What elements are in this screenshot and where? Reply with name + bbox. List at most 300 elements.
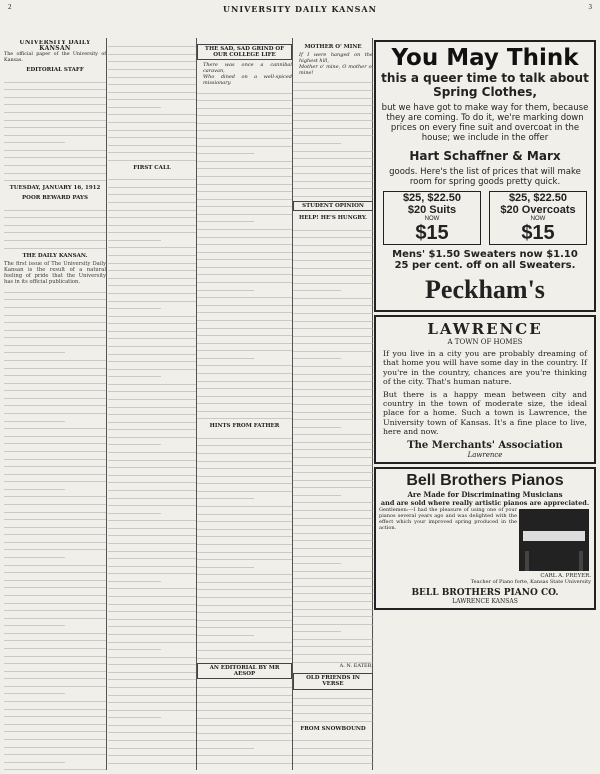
ad-brand: Hart Schaffner & Marx [409, 149, 561, 163]
text-line [197, 86, 292, 93]
text-line [197, 230, 292, 237]
text-line [293, 99, 373, 106]
text-line [108, 400, 196, 407]
text-line [197, 742, 254, 749]
text-line [4, 98, 106, 105]
text-line [293, 91, 373, 98]
text-line [293, 254, 373, 261]
heading-sad-grind: THE SAD, SAD GRIND OF OUR COLLEGE LIFE [197, 44, 292, 60]
text-line [197, 412, 292, 419]
text-line [293, 756, 373, 763]
text-line [293, 436, 373, 443]
text-line [197, 329, 292, 336]
text-line [108, 416, 196, 423]
text-line [197, 185, 292, 192]
text-line [197, 162, 292, 169]
text-line [108, 78, 196, 85]
text-line [108, 613, 196, 620]
sweaters-offer-2: 25 per cent. off on all Sweaters. [394, 260, 576, 271]
text-line [293, 107, 373, 114]
text-line [4, 219, 106, 226]
text-line [4, 589, 106, 596]
text-line [293, 405, 373, 412]
text-line [4, 460, 106, 467]
text-line [197, 261, 292, 268]
text-line [4, 211, 106, 218]
text-line [293, 572, 373, 579]
text-line [293, 734, 373, 741]
text-line [108, 203, 196, 210]
text-line [108, 287, 196, 294]
text-line [108, 93, 196, 100]
text-line [197, 734, 292, 741]
lawrence-title: LAWRENCE [427, 320, 543, 338]
text-line [108, 256, 196, 263]
bell-city: LAWRENCE KANSAS [452, 597, 518, 605]
text-line [293, 564, 373, 571]
text-line [108, 681, 196, 688]
text-line [108, 688, 196, 695]
text-line [108, 544, 196, 551]
text-line [4, 241, 106, 248]
lawrence-paragraph-1: If you live in a city you are probably dreaming of that home you will have some day in the country. If you're in the country, chances are you're thinking of the city. That's human nature. [383, 349, 587, 387]
text-line [197, 215, 254, 222]
text-line [293, 749, 373, 756]
text-line [4, 763, 106, 770]
column-2 [108, 40, 196, 770]
suits-old-prices: $25, $22.50 [402, 192, 462, 204]
text-line [197, 200, 292, 207]
text-line [293, 292, 373, 299]
text-line [4, 475, 106, 482]
text-line [4, 407, 106, 414]
text-line [4, 642, 106, 649]
bell-company: BELL BROTHERS PIANO CO. [411, 587, 559, 598]
text-line [197, 432, 292, 439]
suits-label: $20 Suits [407, 204, 457, 216]
masthead-title: UNIVERSITY DAILY KANSAN [223, 4, 377, 14]
heading-hints-from-father: HINTS FROM FATHER [209, 423, 280, 430]
body-text-lines [293, 76, 373, 197]
text-line [197, 515, 292, 522]
text-line [197, 246, 292, 253]
text-line [4, 611, 106, 618]
text-line [108, 249, 196, 256]
text-line [293, 618, 373, 625]
text-line [293, 246, 373, 253]
text-line [197, 606, 292, 613]
text-line [4, 226, 106, 233]
text-line [293, 428, 373, 435]
text-line [293, 223, 373, 230]
text-line [4, 695, 106, 702]
text-line [4, 204, 106, 211]
text-line [108, 597, 196, 604]
verse-line: There was once a cannibal caravan, [203, 62, 292, 75]
verse-refrain: Mother o' mine, O mother o' mine! [299, 64, 373, 77]
text-line [293, 511, 373, 518]
text-line [4, 369, 106, 376]
text-line [108, 491, 196, 498]
ad-tail: goods. Here's the list of prices that will make room for spring goods pretty quick. [389, 167, 581, 187]
text-line [293, 269, 373, 276]
text-line [197, 177, 292, 184]
text-line [4, 339, 106, 346]
text-line [108, 567, 196, 574]
text-line [4, 513, 106, 520]
text-line [108, 484, 196, 491]
text-line [197, 523, 292, 530]
text-line [293, 413, 373, 420]
text-line [4, 536, 106, 543]
text-line [293, 307, 373, 314]
text-line [4, 596, 106, 603]
text-line [197, 367, 292, 374]
text-line [293, 466, 373, 473]
bell-signature-title: Teacher of Piano forte, Kansas State University [470, 578, 591, 585]
page-number-left: 2 [8, 3, 12, 11]
text-line [4, 657, 106, 664]
heading-student-opinion: STUDENT OPINION [293, 201, 373, 211]
lead-paragraph: The first issue of The University Daily Kansan is the result of a natural feeling of pride that the University has in its official publication. [4, 260, 106, 286]
text-line [4, 293, 106, 300]
text-line [4, 619, 65, 626]
text-line [108, 219, 196, 226]
issue-date: TUESDAY, JANUARY 16, 1912 [9, 185, 101, 192]
text-line [293, 383, 373, 390]
text-line [4, 331, 106, 338]
text-line [197, 553, 292, 560]
text-line [293, 458, 373, 465]
text-line [293, 345, 373, 352]
text-line [4, 665, 106, 672]
text-line [293, 367, 373, 374]
text-line [108, 560, 196, 567]
body-text-lines [197, 86, 292, 419]
text-line [197, 621, 292, 628]
text-line [4, 234, 106, 241]
text-line [108, 514, 196, 521]
text-line [293, 284, 341, 291]
text-line [293, 182, 373, 189]
text-line [108, 673, 196, 680]
text-line [197, 568, 292, 575]
body-text-lines [4, 204, 106, 249]
text-line [4, 392, 106, 399]
text-line [4, 702, 106, 709]
text-line [293, 299, 373, 306]
text-line [108, 48, 196, 55]
text-line [293, 580, 373, 587]
text-line [4, 430, 106, 437]
text-line [293, 190, 373, 197]
text-line [293, 122, 373, 129]
text-line [108, 309, 196, 316]
text-line [108, 507, 161, 514]
text-line [108, 620, 196, 627]
overcoats-price-box [489, 191, 587, 245]
text-line [293, 137, 341, 144]
text-line [108, 734, 196, 741]
paper-title: UNIVERSITY DAILY KANSAN [19, 40, 91, 53]
text-line [4, 286, 106, 293]
text-line [197, 560, 254, 567]
text-line [197, 397, 292, 404]
text-line [4, 566, 106, 573]
text-line [108, 139, 196, 146]
text-line [4, 113, 106, 120]
text-line [4, 354, 106, 361]
text-line [293, 714, 373, 721]
text-line [108, 355, 196, 362]
text-line [293, 640, 373, 647]
text-line [4, 558, 106, 565]
text-line [197, 94, 292, 101]
text-line [197, 500, 292, 507]
text-line [197, 689, 292, 696]
text-line [108, 446, 196, 453]
text-line [197, 132, 292, 139]
text-line [108, 116, 196, 123]
text-line [293, 741, 373, 748]
verse-line: If I were hanged on the highest hill, [299, 52, 373, 65]
text-line [4, 521, 106, 528]
text-line [293, 451, 373, 458]
text-line [4, 733, 106, 740]
text-line [4, 346, 65, 353]
text-line [293, 648, 373, 655]
text-line [293, 587, 373, 594]
column-rule [106, 38, 107, 770]
text-line [197, 170, 292, 177]
text-line [108, 173, 196, 180]
text-line [293, 421, 341, 428]
text-line [197, 109, 292, 116]
bell-subtitle: Are Made for Discriminating Musicians [407, 489, 563, 499]
text-line [293, 360, 373, 367]
page-number-right: 3 [588, 3, 592, 11]
store-name: Peckham's [425, 275, 545, 304]
text-line [108, 711, 161, 718]
text-line [108, 234, 161, 241]
text-line [108, 188, 196, 195]
text-line [4, 166, 106, 173]
text-line [108, 461, 196, 468]
ad-bell-brothers [374, 467, 596, 610]
text-line [4, 151, 106, 158]
now-label: NOW [530, 216, 546, 222]
piano-image [519, 509, 589, 571]
text-line [4, 483, 65, 490]
text-line [293, 277, 373, 284]
text-line [4, 83, 106, 90]
text-line [293, 542, 373, 549]
text-line [197, 696, 292, 703]
text-line [293, 175, 373, 182]
text-line [293, 504, 373, 511]
text-line [108, 317, 196, 324]
lawrence-paragraph-2: But there is a happy mean between city and country in the town of moderate size, the ideal place for a home. Such a town is Lawrence, the University town of Kansas. It's a fine place to live, here and now. [383, 389, 587, 437]
text-line [293, 699, 373, 706]
text-line [4, 452, 106, 459]
text-line [4, 718, 106, 725]
price-boxes [379, 191, 591, 245]
text-line [197, 538, 292, 545]
text-line [108, 453, 196, 460]
text-line [108, 469, 196, 476]
bell-letter: Gentlemen:—I had the pleasure of using one of your pianos several years ago and was delighted with the effect which your improved spring produced in the action. [379, 506, 517, 531]
text-line [108, 628, 196, 635]
text-line [293, 261, 373, 268]
text-line [108, 294, 196, 301]
text-line [197, 344, 292, 351]
text-line [293, 330, 373, 337]
text-line [4, 106, 106, 113]
text-line [4, 551, 65, 558]
text-line [108, 340, 196, 347]
text-line [197, 507, 292, 514]
text-line [4, 144, 106, 151]
text-line [293, 549, 373, 556]
text-line [293, 557, 341, 564]
text-line [293, 84, 373, 91]
text-line [108, 131, 196, 138]
text-line [4, 680, 106, 687]
body-text-lines [293, 734, 373, 770]
suits-price-box [383, 191, 481, 245]
text-line [197, 726, 292, 733]
ads-column [374, 40, 596, 770]
text-line [4, 627, 106, 634]
text-line [293, 352, 341, 359]
text-line [108, 537, 196, 544]
text-line [197, 629, 254, 636]
text-line [108, 704, 196, 711]
text-line [108, 764, 196, 770]
text-line [108, 650, 196, 657]
text-line [293, 390, 373, 397]
ad-lawrence [374, 315, 596, 464]
text-line [4, 604, 106, 611]
text-line [293, 76, 373, 83]
text-line [197, 477, 292, 484]
text-line [293, 527, 373, 534]
text-line [4, 324, 106, 331]
paper-subtitle: The official paper of the University of Kansas. [4, 52, 106, 63]
text-line [108, 154, 196, 161]
text-line [293, 764, 373, 770]
text-line [293, 152, 373, 159]
text-line [293, 625, 341, 632]
text-line [4, 384, 106, 391]
text-line [293, 474, 373, 481]
text-line [4, 91, 106, 98]
text-line [108, 196, 196, 203]
text-line [4, 308, 106, 315]
text-line [108, 40, 196, 47]
text-line [197, 719, 292, 726]
sweaters-offer: Mens' $1.50 Sweaters now $1.10 [392, 249, 578, 260]
text-line [108, 63, 196, 70]
heading-first-call: FIRST CALL [133, 164, 171, 171]
text-line [108, 325, 196, 332]
text-line [108, 226, 196, 233]
text-line [108, 438, 161, 445]
text-line [293, 692, 373, 699]
text-line [4, 422, 106, 429]
text-line [197, 155, 292, 162]
text-line [108, 658, 196, 665]
text-line [293, 375, 373, 382]
text-line [4, 505, 106, 512]
text-line [108, 363, 196, 370]
text-line [197, 193, 292, 200]
text-line [108, 241, 196, 248]
text-line [4, 468, 106, 475]
text-line [108, 643, 161, 650]
text-line [4, 725, 106, 732]
text-line [293, 496, 373, 503]
text-line [293, 610, 373, 617]
text-line [108, 272, 196, 279]
suits-sale-price: $15 [415, 222, 449, 244]
text-line [4, 121, 106, 128]
text-line [197, 208, 292, 215]
body-text-lines [197, 432, 292, 659]
text-line [108, 370, 161, 377]
text-line [197, 439, 292, 446]
text-line [197, 374, 292, 381]
bell-subtitle-2: and are sold where really artistic pianos are appreciated. [380, 498, 590, 507]
bell-signature: CARL A. PREYER. [540, 572, 591, 579]
text-line [197, 644, 292, 651]
text-line [108, 476, 196, 483]
text-line [293, 144, 373, 151]
body-text-lines [108, 40, 196, 161]
text-line [293, 239, 373, 246]
text-line [4, 740, 106, 747]
text-line [293, 314, 373, 321]
text-line [108, 108, 196, 115]
text-line [197, 306, 292, 313]
text-line [293, 633, 373, 640]
bell-body [379, 507, 591, 573]
text-line [197, 336, 292, 343]
text-line [197, 651, 292, 658]
body-text-lines [197, 681, 292, 770]
now-label: NOW [424, 216, 440, 222]
text-line [197, 276, 292, 283]
text-line [197, 390, 292, 397]
text-line [4, 528, 106, 535]
text-line [197, 253, 292, 260]
text-line [197, 704, 292, 711]
text-line [108, 605, 196, 612]
text-line [108, 582, 196, 589]
text-line [108, 719, 196, 726]
text-line [108, 393, 196, 400]
text-line [108, 347, 196, 354]
text-line [293, 595, 373, 602]
text-line [4, 574, 106, 581]
text-line [197, 268, 292, 275]
text-line [108, 499, 196, 506]
text-line [293, 519, 373, 526]
text-line [108, 70, 196, 77]
text-line [4, 159, 106, 166]
text-line [197, 764, 292, 770]
body-text-lines [293, 692, 373, 722]
